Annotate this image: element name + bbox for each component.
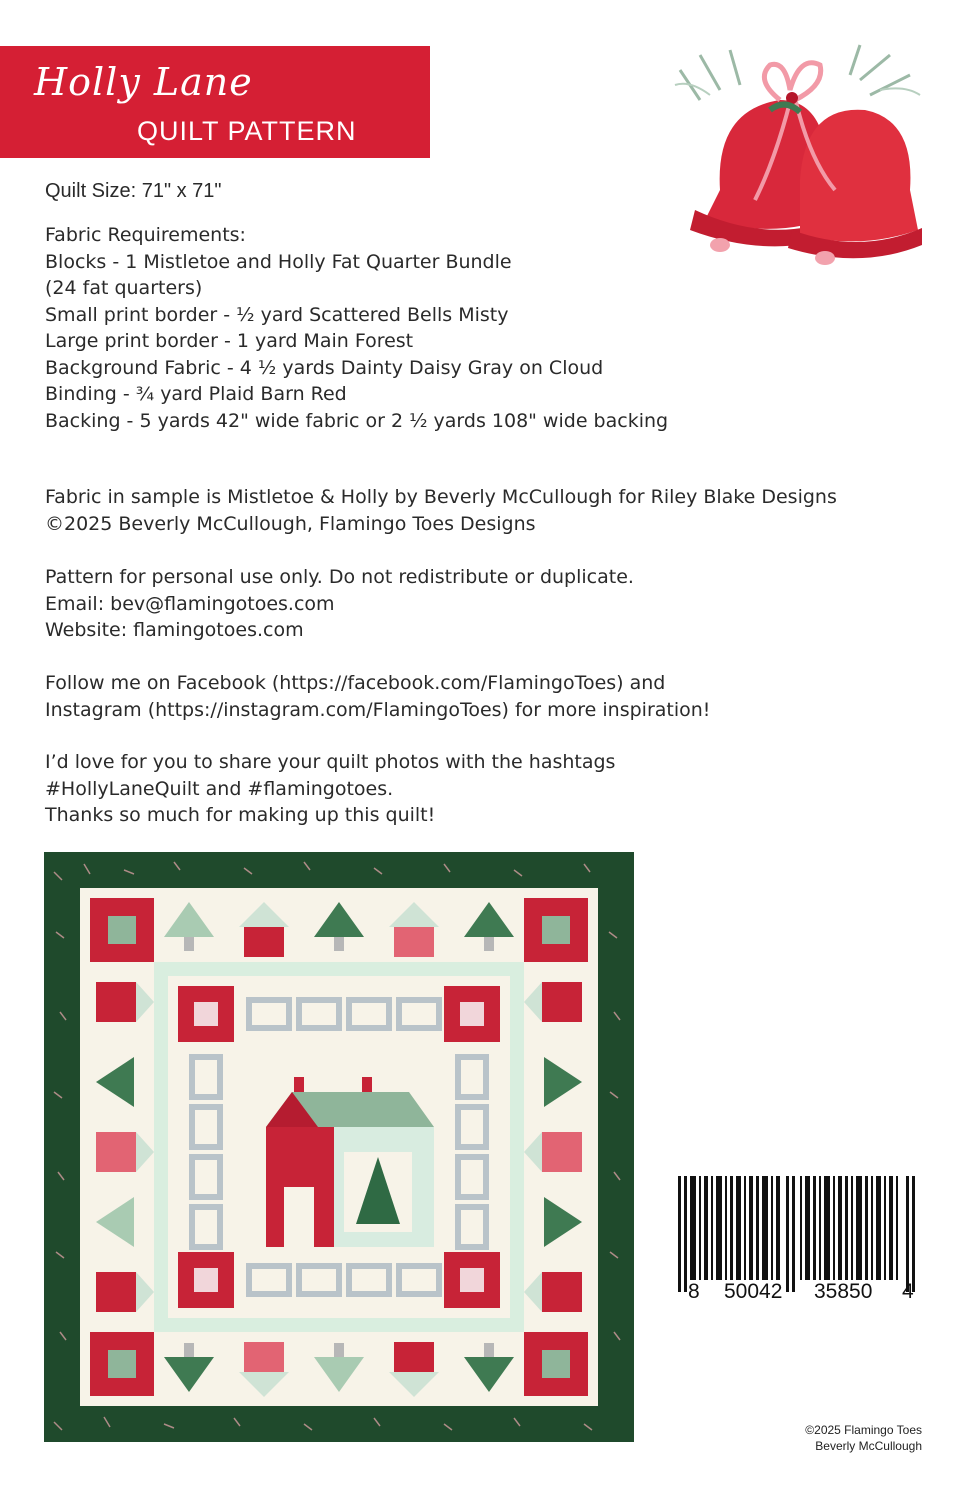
barcode-number <box>676 1280 920 1306</box>
requirement-line: Background Fabric - 4 ½ yards Dainty Daisy Gray on Cloud <box>45 356 604 379</box>
share-line: I’d love for you to share your quilt photos with the hashtags <box>45 751 616 773</box>
fabric-info <box>45 484 837 537</box>
pattern-subtitle: QUILT PATTERN <box>137 116 357 146</box>
share-info <box>45 749 615 829</box>
facebook-line: Follow me on Facebook (https://facebook.com/FlamingoToes) and <box>45 672 666 694</box>
quilt-photo <box>44 852 634 1442</box>
fabric-requirements <box>45 222 668 434</box>
christmas-bells-illustration <box>660 40 930 270</box>
credit-block <box>805 1422 922 1454</box>
requirement-line: Small print border - ½ yard Scattered Bells Misty <box>45 303 509 326</box>
thanks-line: Thanks so much for making up this quilt! <box>45 804 436 826</box>
requirement-line: (24 fat quarters) <box>45 277 203 299</box>
email-line: Email: bev@flamingotoes.com <box>45 592 335 615</box>
usage-info <box>45 564 634 644</box>
barcode-digit: 50042 <box>724 1280 783 1303</box>
instagram-line: Instagram (https://instagram.com/FlamingoToes) for more inspiration! <box>45 698 711 721</box>
social-info <box>45 670 710 723</box>
usage-line: Pattern for personal use only. Do not redistribute or duplicate. <box>45 566 634 588</box>
fabric-info-line: Fabric in sample is Mistletoe & Holly by Beverly McCullough for Riley Blake Designs <box>45 486 837 508</box>
requirement-line: Binding - ¾ yard Plaid Barn Red <box>45 383 347 405</box>
barcode-digit: 4 <box>902 1280 914 1303</box>
copyright-line: ©2025 Beverly McCullough, Flamingo Toes Designs <box>45 512 536 535</box>
barcode <box>676 1176 920 1292</box>
credit-line: ©2025 Flamingo Toes <box>805 1423 922 1437</box>
credit-line: Beverly McCullough <box>815 1439 922 1453</box>
hashtag-line: #HollyLaneQuilt and #flamingotoes. <box>45 777 394 800</box>
fabric-requirements-heading: Fabric Requirements: <box>45 224 246 246</box>
barcode-digit: 35850 <box>814 1280 873 1303</box>
requirement-line: Backing - 5 yards 42" wide fabric or 2 ½ yards 108" wide backing <box>45 409 669 432</box>
requirement-line: Large print border - 1 yard Main Forest <box>45 330 414 352</box>
title-banner <box>0 46 430 158</box>
requirement-line: Blocks - 1 Mistletoe and Holly Fat Quarter Bundle <box>45 250 512 273</box>
center-house <box>266 1077 434 1247</box>
website-line: Website: flamingotoes.com <box>45 619 304 641</box>
quilt-size: Quilt Size: 71" x 71" <box>45 180 222 202</box>
pattern-title: Holly Lane <box>34 60 253 104</box>
barcode-digit: 8 <box>688 1280 700 1303</box>
